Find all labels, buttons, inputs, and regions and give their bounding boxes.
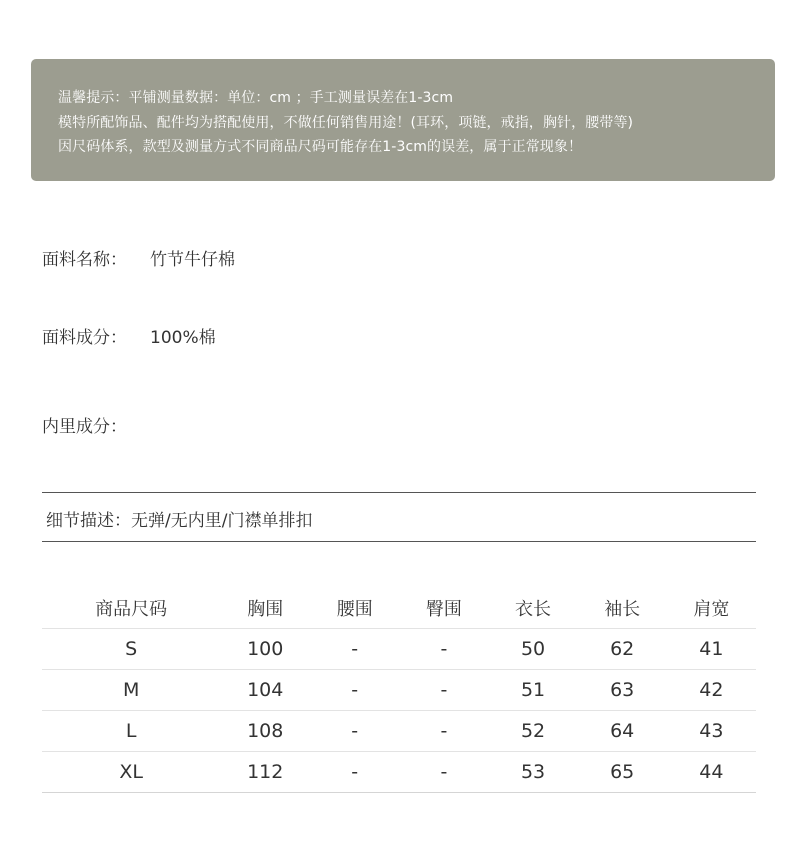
table-cell: - [399,670,488,711]
header-length: 衣长 [488,588,577,629]
size-table-header-row [42,588,756,629]
table-cell: - [399,752,488,793]
divider [42,541,756,542]
notice-line: 温馨提示：平铺测量数据：单位：cm ；手工测量误差在1-3cm [58,90,454,106]
table-cell: 50 [488,629,577,670]
detail-value: 无弹/无内里/门襟单排扣 [131,511,313,531]
table-cell: M [42,670,220,711]
header-sleeve: 袖长 [578,588,667,629]
lining-composition-label: 内里成分： [42,417,127,437]
table-cell: - [310,629,399,670]
table-cell: 53 [488,752,577,793]
fabric-composition-value: 100%棉 [150,328,216,348]
header-shoulder: 肩宽 [667,588,756,629]
table-cell: 41 [667,629,756,670]
table-cell: 64 [578,711,667,752]
notice-line: 因尺码体系，款型及测量方式不同商品尺码可能存在1-3cm的误差，属于正常现象！ [58,139,583,155]
table-cell: 62 [578,629,667,670]
fabric-name-row [42,245,235,270]
table-cell: S [42,629,220,670]
table-cell: 63 [578,670,667,711]
table-cell: 104 [220,670,310,711]
table-row [42,752,756,793]
size-table [42,588,756,793]
table-cell: XL [42,752,220,793]
table-row [42,670,756,711]
table-cell: - [310,711,399,752]
table-cell: - [399,629,488,670]
fabric-composition-row [42,323,216,348]
table-cell: 65 [578,752,667,793]
table-row [42,629,756,670]
detail-row [46,506,312,531]
table-cell: L [42,711,220,752]
fabric-composition-label: 面料成分： [42,328,127,348]
header-size: 商品尺码 [42,588,220,629]
table-cell: - [310,752,399,793]
detail-label: 细节描述： [46,511,131,531]
lining-composition-row [42,412,150,437]
notice-line: 模特所配饰品、配件均为搭配使用，不做任何销售用途！(耳环，项链，戒指，胸针，腰带等) [58,114,634,131]
table-cell: 52 [488,711,577,752]
fabric-name-value: 竹节牛仔棉 [150,250,235,270]
table-cell: 42 [667,670,756,711]
header-hip: 臀围 [399,588,488,629]
table-cell: 44 [667,752,756,793]
header-chest: 胸围 [220,588,310,629]
table-cell: 112 [220,752,310,793]
table-cell: 100 [220,629,310,670]
table-cell: - [399,711,488,752]
notice-banner [31,59,775,181]
header-waist: 腰围 [310,588,399,629]
table-cell: 43 [667,711,756,752]
table-cell: - [310,670,399,711]
fabric-name-label: 面料名称： [42,250,127,270]
divider [42,492,756,493]
table-row [42,711,756,752]
table-cell: 51 [488,670,577,711]
table-cell: 108 [220,711,310,752]
